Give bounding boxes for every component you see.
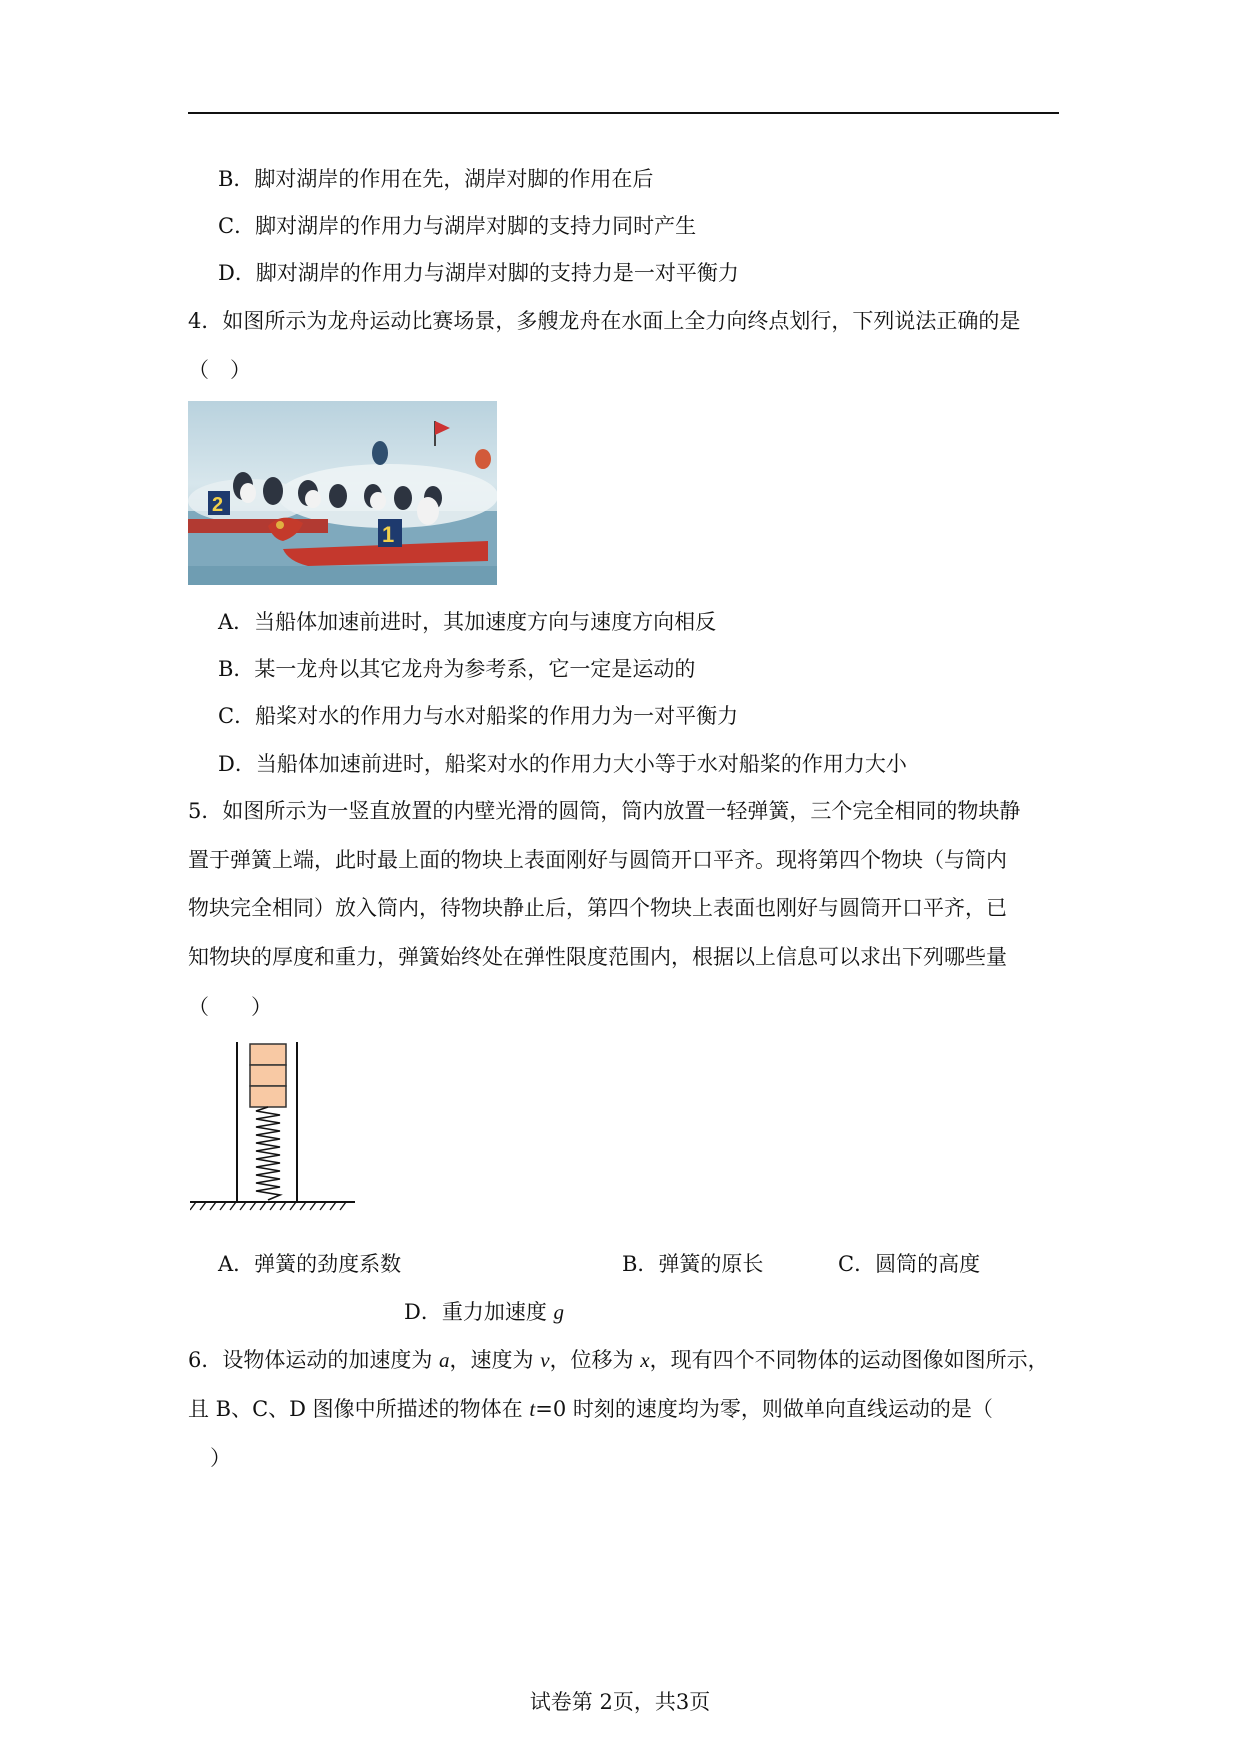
dragon-boat-photo (188, 401, 497, 585)
block-2 (250, 1065, 286, 1086)
q5-stem-line2: 置于弹簧上端，此时最上面的物块上表面刚好与圆筒开口平齐。现将第四个物块（与筒内 (188, 848, 1007, 872)
boat-number-1: 1 (382, 522, 395, 547)
q4-stem-line1: 4．如图所示为龙舟运动比赛场景，多艘龙舟在水面上全力向终点划行，下列说法正确的是 (188, 309, 1021, 333)
q5-stem-line5: （ ） (188, 995, 272, 1019)
q6-stem-line1: 6．设物体运动的加速度为 a，速度为 v，位移为 x，现有四个不同物体的运动图像如图所示， (188, 1348, 1049, 1372)
q4-option-d: D．当船体加速前进时，船桨对水的作用力大小等于水对船桨的作用力大小 (218, 752, 907, 776)
ground-hatching (190, 1202, 346, 1210)
q4-stem-line2: （ ） (188, 358, 251, 382)
q5-option-b: B．弹簧的原长 (622, 1252, 764, 1276)
q6-stem-line2: 且 B、C、D 图像中所描述的物体在 t=0 时刻的速度均为零，则做单向直线运动的是（ (188, 1397, 993, 1421)
q5-stem-line4: 知物块的厚度和重力，弹簧始终处在弹性限度范围内，根据以上信息可以求出下列哪些量 (188, 945, 1007, 969)
header-rule (188, 112, 1059, 114)
q3-option-d: D．脚对湖岸的作用力与湖岸对脚的支持力是一对平衡力 (218, 261, 739, 285)
cylinder-spring-diagram (190, 1042, 360, 1222)
q5-option-a: A．弹簧的劲度系数 (218, 1252, 402, 1276)
q5-stem-line1: 5．如图所示为一竖直放置的内壁光滑的圆筒，筒内放置一轻弹簧，三个完全相同的物块静 (188, 799, 1021, 823)
var-g: g (553, 1300, 565, 1324)
q3-option-c: C．脚对湖岸的作用力与湖岸对脚的支持力同时产生 (218, 214, 697, 238)
q5-option-c: C．圆筒的高度 (838, 1252, 981, 1276)
page-footer: 试卷第 2页，共3页 (529, 1690, 711, 1714)
q4-option-c: C．船桨对水的作用力与水对船桨的作用力为一对平衡力 (218, 704, 739, 728)
q5-option-d: D．重力加速度 g (404, 1300, 565, 1324)
q3-option-b: B．脚对湖岸的作用在先，湖岸对脚的作用在后 (218, 167, 654, 191)
block-1 (250, 1044, 286, 1065)
boat-number-2: 2 (212, 494, 224, 516)
block-3 (250, 1086, 286, 1107)
q4-option-a: A．当船体加速前进时，其加速度方向与速度方向相反 (218, 610, 717, 634)
spring (256, 1107, 280, 1200)
q4-option-b: B．某一龙舟以其它龙舟为参考系，它一定是运动的 (218, 657, 696, 681)
q5-stem-line3: 物块完全相同）放入筒内，待物块静止后，第四个物块上表面也刚好与圆筒开口平齐，已 (188, 896, 1007, 920)
q6-stem-line3: ） (210, 1446, 231, 1470)
